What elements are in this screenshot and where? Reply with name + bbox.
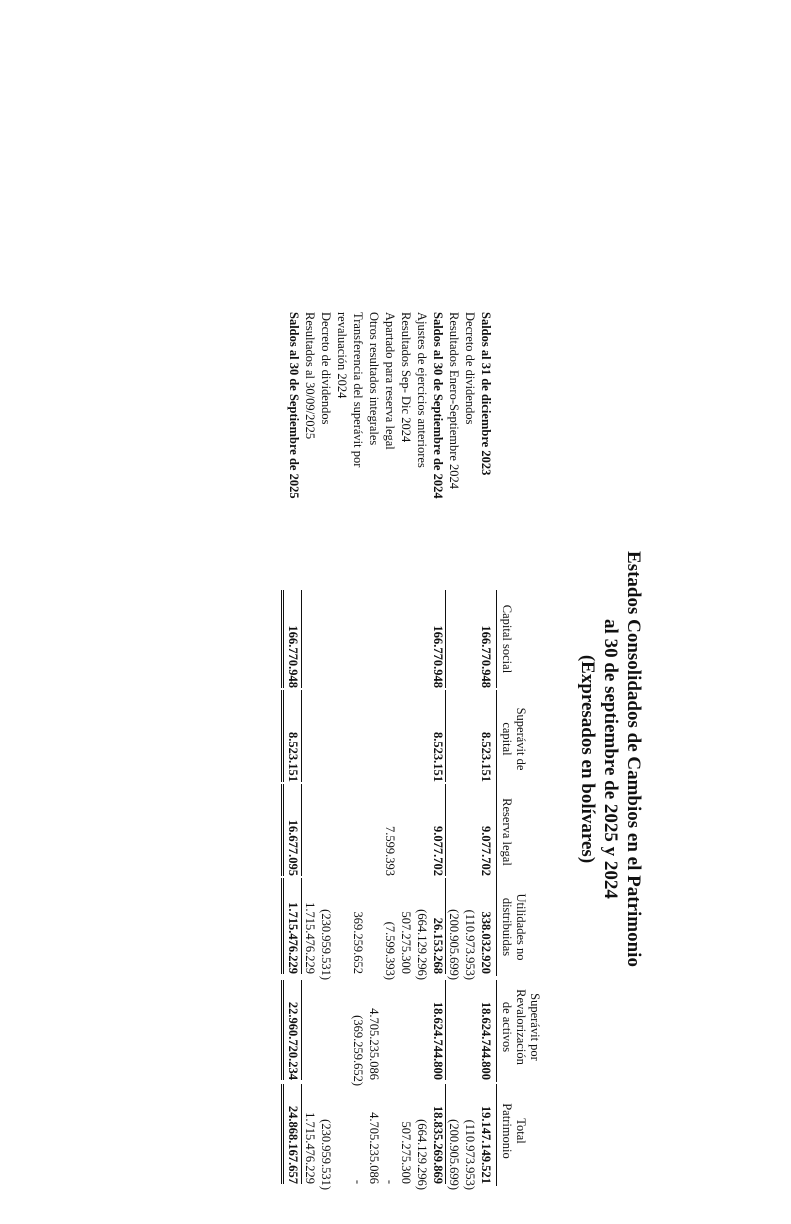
cell-superavit-revalorizacion: 18.624.744.800 (431, 1001, 445, 1080)
cell-utilidades: 369.259.652 (351, 911, 365, 974)
cell-utilidades: (7.599.393) (383, 921, 397, 980)
cell-total: 1.715.476.229 (303, 1112, 317, 1184)
cell-total: (110.973.953) (463, 1119, 477, 1190)
row-label-transferencia-cont: revaluación 2024 (335, 312, 349, 399)
cell-total: 4.705.235.086 (367, 1112, 381, 1184)
subtotal-rule (445, 690, 446, 782)
row-label-saldos-sep-2024: Saldos al 30 de Septiembre de 2024 (431, 312, 445, 499)
header-total-line1: Total (514, 1118, 528, 1144)
grand-total-rule (281, 590, 284, 688)
grand-total-rule (281, 1084, 284, 1184)
header-total (500, 1076, 528, 1186)
cell-superavit-capital: 8.523.151 (479, 732, 493, 782)
row-label-decreto-dividendos-2: Decreto de dividendos (319, 312, 333, 425)
row-label-resultados-ene-sep-2024: Resultados Enero-Septiembre 2024 (447, 312, 461, 490)
header-superavit-revalorizacion-line3: de activos (500, 1001, 514, 1053)
header-reserva-legal (500, 777, 514, 887)
cell-total: 507.275.300 (399, 1121, 413, 1184)
total-rule (301, 690, 302, 782)
statement-currency: (Expresados en bolívares) (577, 654, 598, 864)
row-label-apartado-reserva: Apartado para reserva legal (383, 312, 397, 450)
header-superavit-revalorizacion (500, 972, 542, 1082)
cell-total: (664.129.296) (415, 1119, 429, 1190)
cell-reserva-legal: 9.077.702 (431, 826, 445, 876)
cell-superavit-revalorizacion: 18.624.744.800 (479, 1001, 493, 1080)
header-rule (496, 878, 497, 976)
cell-total: 19.147.149.521 (479, 1105, 493, 1184)
cell-utilidades: (230.959.531) (319, 909, 333, 980)
cell-utilidades: (664.129.296) (415, 909, 429, 980)
cell-total: - (351, 1179, 365, 1184)
total-rule (301, 1084, 302, 1184)
total-rule (301, 784, 302, 876)
cell-utilidades: (110.973.953) (463, 909, 477, 980)
subtotal-rule (445, 784, 446, 876)
cell-capital-social: 166.770.948 (479, 625, 493, 688)
header-capital-social (500, 584, 514, 694)
statement-sheet (185, 294, 645, 1224)
header-rule (496, 590, 497, 688)
header-superavit-revalorizacion-line2: Revalorización (514, 989, 528, 1065)
cell-reserva-legal: 7.599.393 (383, 826, 397, 876)
cell-total: 24.868.167.657 (286, 1105, 300, 1184)
header-utilidades-line1: Utilidades no (514, 893, 528, 961)
grand-total-rule (281, 878, 284, 974)
cell-total: (200.905.699) (447, 1119, 461, 1190)
cell-superavit-capital: 8.523.151 (431, 732, 445, 782)
statement-title: Estados Consolidados de Cambios en el Patrimonio (623, 551, 644, 967)
row-label-saldos-sep-2025: Saldos al 30 de Septiembre de 2025 (287, 312, 301, 499)
header-rule (496, 784, 497, 882)
cell-superavit-revalorizacion: 22.960.720.234 (286, 1001, 300, 1080)
cell-utilidades: 1.715.476.229 (303, 902, 317, 974)
header-utilidades (500, 872, 528, 982)
grand-total-rule (281, 784, 284, 876)
cell-utilidades: 507.275.300 (399, 911, 413, 974)
subtotal-rule (445, 590, 446, 688)
cell-total: (230.959.531) (319, 1119, 333, 1190)
grand-total-rule (281, 980, 284, 1080)
header-rule (496, 690, 497, 788)
row-label-ajustes: Ajustes de ejercicios anteriores (415, 312, 429, 468)
total-rule (301, 980, 302, 1080)
total-rule (301, 590, 302, 688)
header-rule (496, 1084, 497, 1186)
header-total-line2: Patrimonio (500, 1103, 514, 1159)
cell-superavit-revalorizacion: (369.259.652) (351, 1015, 365, 1086)
subtotal-rule (445, 878, 446, 974)
header-reserva-legal-line1: Reserva legal (500, 798, 514, 866)
cell-total: - (383, 1179, 397, 1184)
cell-utilidades: 1.715.476.229 (286, 902, 300, 974)
cell-reserva-legal: 9.077.702 (479, 826, 493, 876)
header-superavit-capital-line1: Superávit de (514, 707, 528, 771)
header-superavit-revalorizacion-line1: Superávit por (528, 993, 542, 1061)
row-label-decreto-dividendos: Decreto de dividendos (463, 312, 477, 425)
header-capital-social-line1: Capital social (500, 604, 514, 674)
header-utilidades-line2: distribuidas (500, 897, 514, 957)
cell-superavit-revalorizacion: 4.705.235.086 (367, 1008, 381, 1080)
row-label-saldos-2023: Saldos al 31 de diciembre 2023 (479, 312, 493, 476)
subtotal-rule (445, 980, 446, 1080)
cell-superavit-capital: 8.523.151 (286, 732, 300, 782)
subtotal-rule (445, 1084, 446, 1184)
grand-total-rule (281, 690, 284, 782)
cell-utilidades: 338.032.920 (479, 911, 493, 974)
cell-capital-social: 166.770.948 (286, 625, 300, 688)
row-label-resultados-sep-dic-2024: Resultados Sep- Dic 2024 (399, 312, 413, 443)
cell-utilidades: (200.905.699) (447, 909, 461, 980)
row-label-otros-resultados: Otros resultados integrales (367, 312, 381, 446)
header-superavit-capital-line2: capital (500, 722, 514, 756)
cell-utilidades: 26.153.268 (431, 917, 445, 974)
cell-reserva-legal: 16.677.095 (286, 819, 300, 876)
header-rule (496, 980, 497, 1082)
cell-capital-social: 166.770.948 (431, 625, 445, 688)
row-label-transferencia: Transferencia del superávit por (351, 312, 365, 468)
row-label-resultados-sep-2025: Resultados al 30/09/2025 (303, 312, 317, 440)
statement-period: al 30 de septiembre de 2025 y 2024 (600, 619, 621, 899)
cell-total: 18.835.269.869 (431, 1105, 445, 1184)
total-rule (301, 878, 302, 974)
